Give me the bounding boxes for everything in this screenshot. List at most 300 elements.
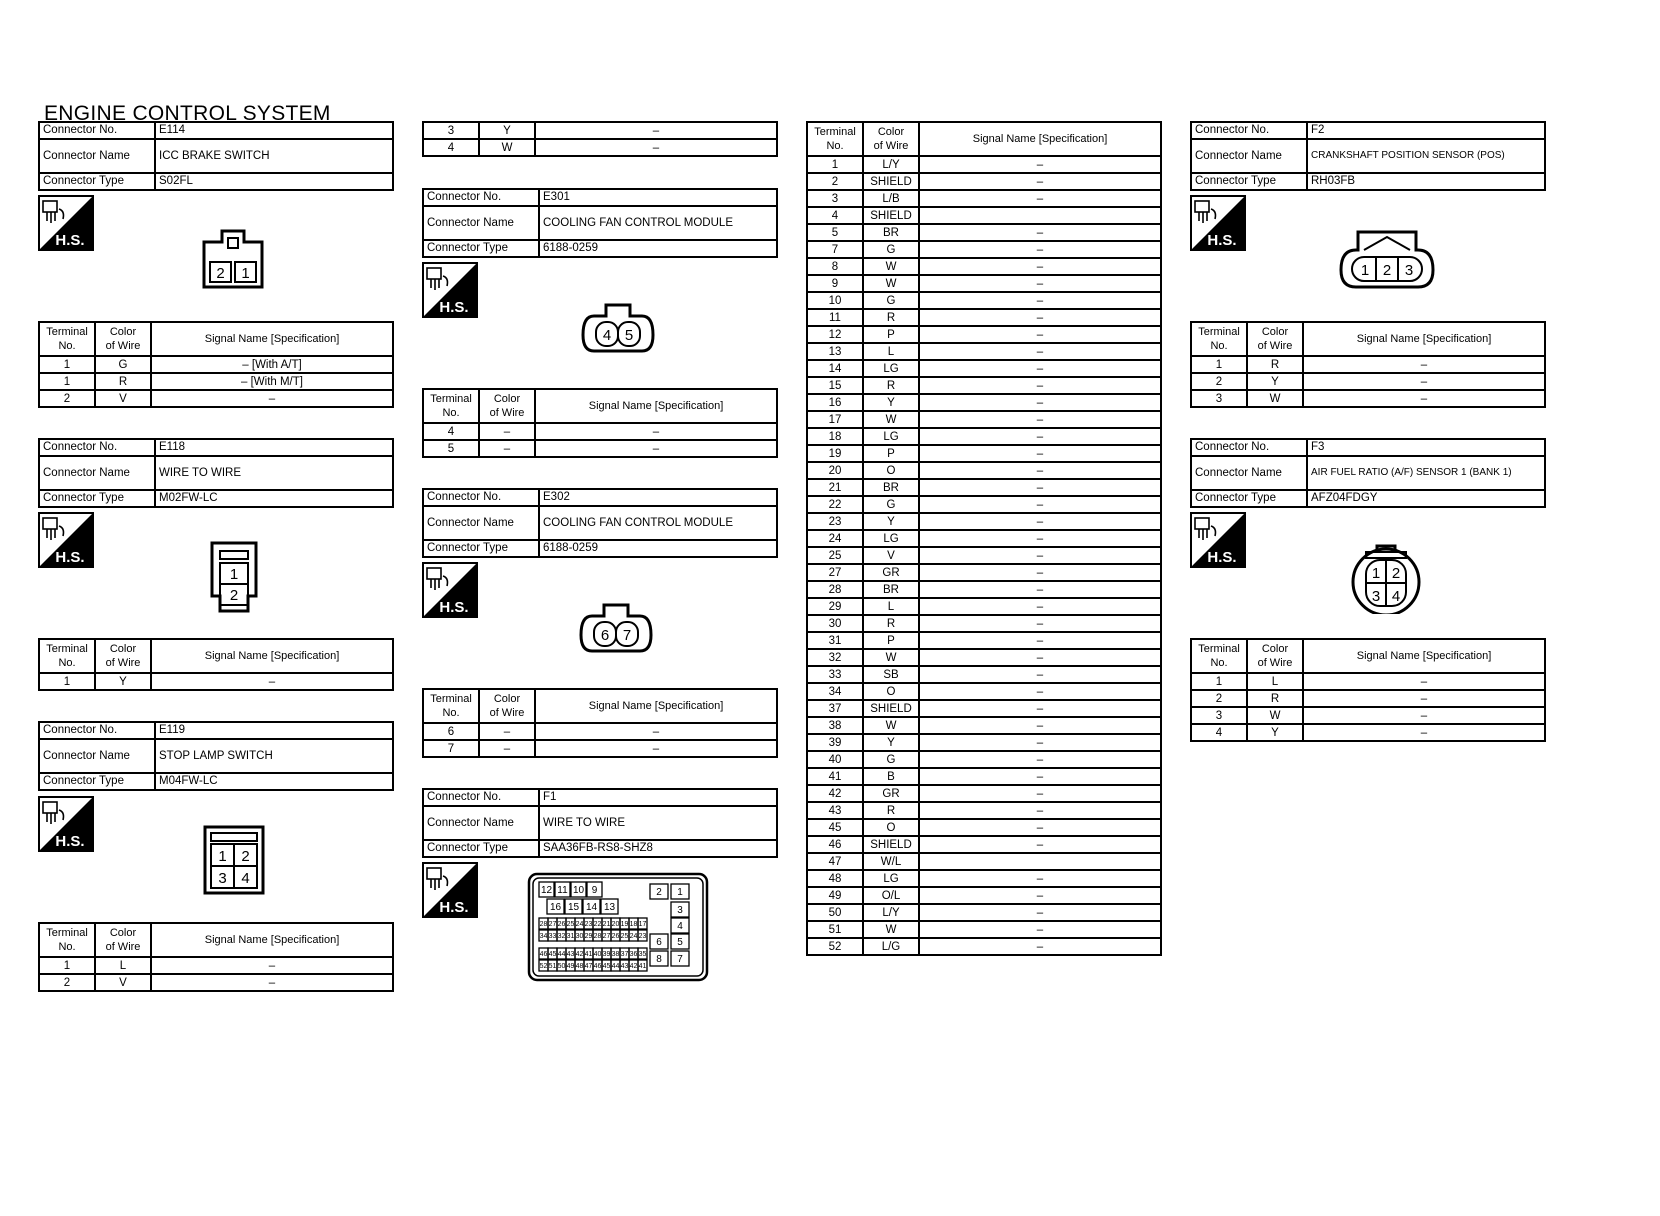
- connector-name-value: AIR FUEL RATIO (A/F) SENSOR 1 (BANK 1): [1307, 456, 1545, 490]
- wire-color-cell: LG: [863, 428, 919, 445]
- pin-label: 2: [656, 887, 662, 899]
- signal-cell: –: [919, 275, 1161, 292]
- wire-color-cell: SHIELD: [863, 700, 919, 717]
- wire-color-cell: Y: [479, 122, 535, 139]
- pin-label: 25: [620, 933, 629, 941]
- pin-label: 31: [566, 933, 575, 941]
- table-row: [807, 938, 1161, 955]
- signal-cell: –: [1303, 724, 1545, 741]
- table-row: [423, 723, 777, 740]
- header-color: Color of Wire: [1247, 322, 1303, 356]
- connector-e114-diagram: [200, 228, 266, 290]
- wire-color-cell: SB: [863, 666, 919, 683]
- terminal-cell: 1: [39, 373, 95, 390]
- terminal-cell: 14: [807, 360, 863, 377]
- wire-color-cell: R: [863, 309, 919, 326]
- pin-label: 15: [567, 902, 580, 914]
- header-color: Color of Wire: [95, 639, 151, 673]
- table-row: [39, 974, 393, 991]
- connector-info-table: [422, 188, 778, 258]
- wire-color-cell: L/B: [863, 190, 919, 207]
- pin-label: 6: [656, 937, 662, 949]
- terminal-cell: 32: [807, 649, 863, 666]
- connector-info-table: [422, 488, 778, 558]
- pin-label: 3: [218, 870, 227, 887]
- connector-e118-diagram: [206, 540, 262, 614]
- wire-color-cell: LG: [863, 360, 919, 377]
- signal-cell: –: [535, 423, 777, 440]
- table-row: [807, 768, 1161, 785]
- connector-no-value: F1: [539, 789, 777, 806]
- connector-e119-diagram: [202, 824, 266, 896]
- terminal-cell: 2: [39, 974, 95, 991]
- pin-table-header: [39, 923, 393, 957]
- terminal-cell: 5: [807, 224, 863, 241]
- pin-label: 1: [218, 848, 227, 865]
- pin-label: 19: [620, 921, 629, 929]
- wire-color-cell: P: [863, 632, 919, 649]
- pin-table: [422, 121, 778, 157]
- signal-cell: [919, 853, 1161, 870]
- terminal-cell: 2: [39, 390, 95, 407]
- pin-label: 13: [603, 902, 616, 914]
- table-row: [807, 394, 1161, 411]
- hs-icon: [38, 512, 94, 568]
- pin-label: 1: [677, 887, 683, 899]
- terminal-cell: 50: [807, 904, 863, 921]
- wire-color-cell: L/Y: [863, 156, 919, 173]
- pin-label: 38: [611, 951, 620, 959]
- pin-label: 6: [600, 627, 610, 644]
- terminal-cell: 13: [807, 343, 863, 360]
- e302-info: [422, 488, 778, 558]
- terminal-cell: 4: [1191, 724, 1247, 741]
- header-terminal: Terminal No.: [39, 322, 95, 356]
- pin-label: 4: [677, 921, 683, 933]
- wire-color-cell: G: [95, 356, 151, 373]
- table-row: [1191, 724, 1545, 741]
- connector-name-label: Connector Name: [423, 206, 539, 240]
- table-row: [807, 496, 1161, 513]
- connector-no-label: Connector No.: [423, 189, 539, 206]
- connector-e301-diagram: [580, 302, 656, 354]
- pin-label: 42: [629, 963, 638, 971]
- header-terminal: Terminal No.: [1191, 322, 1247, 356]
- harness-side-icon: [38, 195, 94, 251]
- signal-cell: –: [919, 717, 1161, 734]
- connector-no-label: Connector No.: [1191, 439, 1307, 456]
- signal-cell: –: [1303, 390, 1545, 407]
- wire-color-cell: SHIELD: [863, 207, 919, 224]
- signal-cell: –: [1303, 356, 1545, 373]
- wire-color-cell: LG: [863, 530, 919, 547]
- connector-name-label: Connector Name: [39, 739, 155, 773]
- header-terminal: Terminal No.: [423, 689, 479, 723]
- table-row: [807, 683, 1161, 700]
- harness-side-icon: [38, 796, 94, 852]
- table-row: [807, 802, 1161, 819]
- connector-name-label: Connector Name: [39, 139, 155, 173]
- table-row: [807, 632, 1161, 649]
- table-row: [807, 819, 1161, 836]
- table-row: [807, 462, 1161, 479]
- connector-type-label: Connector Type: [423, 240, 539, 257]
- pin-label: 43: [620, 963, 629, 971]
- pin-label: 33: [548, 933, 557, 941]
- terminal-cell: 17: [807, 411, 863, 428]
- wire-color-cell: W: [863, 921, 919, 938]
- terminal-cell: 15: [807, 377, 863, 394]
- header-color: Color of Wire: [479, 389, 535, 423]
- signal-cell: –: [919, 479, 1161, 496]
- connector-type-value: SAA36FB-RS8-SHZ8: [539, 840, 777, 857]
- header-signal: Signal Name [Specification]: [919, 122, 1161, 156]
- pin-label: 34: [539, 933, 548, 941]
- header-color: Color of Wire: [95, 322, 151, 356]
- connector-no-label: Connector No.: [39, 439, 155, 456]
- header-signal: Signal Name [Specification]: [535, 689, 777, 723]
- header-color: Color of Wire: [479, 689, 535, 723]
- wire-color-cell: W: [863, 411, 919, 428]
- connector-type-label: Connector Type: [39, 490, 155, 507]
- table-row: [807, 666, 1161, 683]
- connector-type-value: M02FW-LC: [155, 490, 393, 507]
- wire-color-cell: G: [863, 241, 919, 258]
- hs-icon: [422, 562, 478, 618]
- pin-label: 22: [593, 921, 602, 929]
- terminal-cell: 1: [39, 673, 95, 690]
- signal-cell: –: [919, 666, 1161, 683]
- connector-name-value: STOP LAMP SWITCH: [155, 739, 393, 773]
- wire-color-cell: Y: [1247, 724, 1303, 741]
- connector-no-value: E119: [155, 722, 393, 739]
- terminal-cell: 33: [807, 666, 863, 683]
- pin-label: 30: [575, 933, 584, 941]
- terminal-cell: 28: [807, 581, 863, 598]
- signal-cell: –: [919, 173, 1161, 190]
- connector-type-value: 6188-0259: [539, 540, 777, 557]
- table-row: [807, 258, 1161, 275]
- terminal-cell: 3: [1191, 390, 1247, 407]
- pin-table: [1190, 638, 1546, 742]
- connector-name-label: Connector Name: [423, 806, 539, 840]
- connector-name-value: COOLING FAN CONTROL MODULE: [539, 206, 777, 240]
- harness-side-icon: [422, 862, 478, 918]
- connector-name-label: Connector Name: [423, 506, 539, 540]
- f2-pin-table: [1190, 321, 1546, 408]
- pin-label: 1: [241, 265, 250, 282]
- connector-info-table: [38, 438, 394, 508]
- pin-label: 36: [629, 951, 638, 959]
- wire-color-cell: Y: [863, 513, 919, 530]
- terminal-cell: 20: [807, 462, 863, 479]
- wire-color-cell: W: [863, 717, 919, 734]
- pin-label: 5: [677, 937, 683, 949]
- table-row: [807, 292, 1161, 309]
- pin-label: 2: [1391, 565, 1401, 582]
- connector-no-label: Connector No.: [39, 722, 155, 739]
- pin-label: 44: [557, 951, 566, 959]
- harness-side-icon: [422, 562, 478, 618]
- pin-label: 8: [656, 954, 662, 966]
- wire-color-cell: W/L: [863, 853, 919, 870]
- connector-no-value: E114: [155, 122, 393, 139]
- wire-color-cell: L/G: [863, 938, 919, 955]
- terminal-cell: 9: [807, 275, 863, 292]
- connector-info-table: [1190, 438, 1546, 508]
- signal-cell: –: [919, 870, 1161, 887]
- hs-label: H.S.: [439, 599, 469, 616]
- e301-pin-table: [422, 388, 778, 458]
- wire-color-cell: W: [863, 649, 919, 666]
- harness-side-icon: [422, 262, 478, 318]
- connector-no-label: Connector No.: [39, 122, 155, 139]
- terminal-cell: 8: [807, 258, 863, 275]
- hs-label: H.S.: [1207, 232, 1237, 249]
- signal-cell: –: [919, 921, 1161, 938]
- connector-no-label: Connector No.: [1191, 122, 1307, 139]
- signal-cell: –: [919, 734, 1161, 751]
- table-row: [807, 751, 1161, 768]
- signal-cell: –: [919, 377, 1161, 394]
- wire-color-cell: R: [1247, 356, 1303, 373]
- signal-cell: –: [919, 326, 1161, 343]
- table-row: [807, 836, 1161, 853]
- pin-table-header: [39, 639, 393, 673]
- pin-label: 46: [539, 951, 548, 959]
- wire-color-cell: V: [863, 547, 919, 564]
- pin-label: 1: [229, 566, 239, 583]
- pin-label: 41: [638, 963, 647, 971]
- terminal-cell: 18: [807, 428, 863, 445]
- signal-cell: –: [1303, 690, 1545, 707]
- terminal-cell: 1: [807, 156, 863, 173]
- terminal-cell: 24: [807, 530, 863, 547]
- wire-color-cell: R: [863, 802, 919, 819]
- signal-cell: –: [919, 683, 1161, 700]
- terminal-cell: 3: [423, 122, 479, 139]
- pin-label: 28: [593, 933, 602, 941]
- e114-pin-table: [38, 321, 394, 408]
- pin-label: 42: [575, 951, 584, 959]
- terminal-cell: 45: [807, 819, 863, 836]
- table-row: [807, 156, 1161, 173]
- terminal-cell: 4: [423, 423, 479, 440]
- terminal-cell: 21: [807, 479, 863, 496]
- table-row: [39, 673, 393, 690]
- hs-icon: [422, 862, 478, 918]
- table-row: [807, 615, 1161, 632]
- table-row: [807, 190, 1161, 207]
- pin-label: 43: [566, 951, 575, 959]
- signal-cell: –: [919, 632, 1161, 649]
- terminal-cell: 7: [423, 740, 479, 757]
- wire-color-cell: Y: [95, 673, 151, 690]
- wire-color-cell: –: [479, 423, 535, 440]
- f1-pin-table: [806, 121, 1162, 956]
- pin-label: 16: [549, 902, 562, 914]
- signal-cell: –: [919, 904, 1161, 921]
- table-row: [1191, 673, 1545, 690]
- e119-pin-table: [38, 922, 394, 992]
- pin-label: 2: [1382, 262, 1392, 279]
- pin-table-header: [39, 322, 393, 356]
- pin-table: [38, 638, 394, 691]
- e119-pin-table-continued: [422, 121, 778, 157]
- wire-color-cell: W: [863, 258, 919, 275]
- pin-label: 39: [602, 951, 611, 959]
- e118-pin-table: [38, 638, 394, 691]
- header-terminal: Terminal No.: [1191, 639, 1247, 673]
- terminal-cell: 4: [423, 139, 479, 156]
- signal-cell: –: [151, 390, 393, 407]
- pin-label: 26: [611, 933, 620, 941]
- wire-color-cell: R: [1247, 690, 1303, 707]
- table-row: [807, 870, 1161, 887]
- signal-cell: –: [919, 190, 1161, 207]
- pin-table-header: [807, 122, 1161, 156]
- header-color: Color of Wire: [95, 923, 151, 957]
- terminal-cell: 27: [807, 564, 863, 581]
- terminal-cell: 29: [807, 598, 863, 615]
- terminal-cell: 1: [1191, 673, 1247, 690]
- connector-f2-diagram: [1338, 228, 1436, 290]
- wire-color-cell: L: [863, 598, 919, 615]
- terminal-cell: 46: [807, 836, 863, 853]
- terminal-cell: 7: [807, 241, 863, 258]
- pin-label: 2: [229, 587, 239, 604]
- pin-label: 49: [566, 963, 575, 971]
- connector-name-value: ICC BRAKE SWITCH: [155, 139, 393, 173]
- wire-color-cell: SHIELD: [863, 836, 919, 853]
- header-signal: Signal Name [Specification]: [1303, 322, 1545, 356]
- terminal-cell: 1: [39, 957, 95, 974]
- signal-cell: –: [919, 428, 1161, 445]
- signal-cell: –: [919, 241, 1161, 258]
- hs-label: H.S.: [439, 899, 469, 916]
- e301-info: [422, 188, 778, 258]
- wire-color-cell: O: [863, 683, 919, 700]
- terminal-cell: 3: [1191, 707, 1247, 724]
- pin-label: 4: [1391, 588, 1401, 605]
- pin-table-header: [1191, 639, 1545, 673]
- pin-table: [422, 688, 778, 758]
- terminal-cell: 48: [807, 870, 863, 887]
- terminal-cell: 3: [807, 190, 863, 207]
- hs-label: H.S.: [55, 549, 85, 566]
- terminal-cell: 38: [807, 717, 863, 734]
- wire-color-cell: –: [479, 740, 535, 757]
- pin-label: 23: [584, 921, 593, 929]
- table-row: [807, 207, 1161, 224]
- pin-table: [38, 321, 394, 408]
- signal-cell: –: [919, 938, 1161, 955]
- table-row: [807, 241, 1161, 258]
- pin-label: 47: [584, 963, 593, 971]
- signal-cell: –: [919, 615, 1161, 632]
- hs-label: H.S.: [1207, 549, 1237, 566]
- connector-type-value: 6188-0259: [539, 240, 777, 257]
- pin-label: 14: [585, 902, 598, 914]
- pin-label: 12: [540, 885, 553, 897]
- table-row: [807, 887, 1161, 904]
- pin-label: 26: [557, 921, 566, 929]
- pin-label: 10: [572, 885, 585, 897]
- header-terminal: Terminal No.: [423, 389, 479, 423]
- pin-label: 1: [1360, 262, 1370, 279]
- connector-f1-diagram: [527, 872, 709, 982]
- wire-color-cell: W: [1247, 390, 1303, 407]
- wire-color-cell: Y: [1247, 373, 1303, 390]
- terminal-cell: 31: [807, 632, 863, 649]
- table-row: [423, 423, 777, 440]
- terminal-cell: 22: [807, 496, 863, 513]
- pin-table-header: [423, 689, 777, 723]
- table-row: [807, 921, 1161, 938]
- terminal-cell: 25: [807, 547, 863, 564]
- signal-cell: –: [919, 156, 1161, 173]
- connector-name-label: Connector Name: [1191, 456, 1307, 490]
- table-row: [807, 326, 1161, 343]
- signal-cell: – [With A/T]: [151, 356, 393, 373]
- signal-cell: –: [919, 564, 1161, 581]
- signal-cell: –: [919, 649, 1161, 666]
- header-terminal: Terminal No.: [39, 923, 95, 957]
- signal-cell: –: [151, 974, 393, 991]
- header-signal: Signal Name [Specification]: [151, 322, 393, 356]
- pin-label: 1: [1371, 565, 1381, 582]
- hs-label: H.S.: [55, 232, 85, 249]
- f2-info: [1190, 121, 1546, 191]
- f1-info: [422, 788, 778, 858]
- table-row: [807, 700, 1161, 717]
- pin-table-header: [1191, 322, 1545, 356]
- pin-label: 5: [624, 327, 634, 344]
- connector-type-value: RH03FB: [1307, 173, 1545, 190]
- pin-label: 23: [638, 933, 647, 941]
- signal-cell: –: [919, 411, 1161, 428]
- harness-side-icon: [38, 512, 94, 568]
- table-row: [807, 224, 1161, 241]
- wire-color-cell: L: [95, 957, 151, 974]
- signal-cell: [919, 207, 1161, 224]
- signal-cell: –: [919, 547, 1161, 564]
- connector-info-table: [38, 121, 394, 191]
- connector-type-value: AFZ04FDGY: [1307, 490, 1545, 507]
- table-row: [807, 173, 1161, 190]
- pin-label: 7: [677, 954, 683, 966]
- table-row: [807, 785, 1161, 802]
- wire-color-cell: W: [479, 139, 535, 156]
- terminal-cell: 41: [807, 768, 863, 785]
- pin-label: 32: [557, 933, 566, 941]
- f3-info: [1190, 438, 1546, 508]
- wire-color-cell: L: [863, 343, 919, 360]
- signal-cell: –: [919, 292, 1161, 309]
- pin-table-header: [423, 389, 777, 423]
- signal-cell: –: [919, 224, 1161, 241]
- signal-cell: –: [535, 740, 777, 757]
- table-row: [423, 740, 777, 757]
- header-signal: Signal Name [Specification]: [151, 923, 393, 957]
- pin-label: 51: [548, 963, 557, 971]
- pin-label: 41: [584, 951, 593, 959]
- hs-icon: [1190, 195, 1246, 251]
- wire-color-cell: L: [1247, 673, 1303, 690]
- terminal-cell: 23: [807, 513, 863, 530]
- pin-label: 27: [602, 933, 611, 941]
- table-row: [807, 360, 1161, 377]
